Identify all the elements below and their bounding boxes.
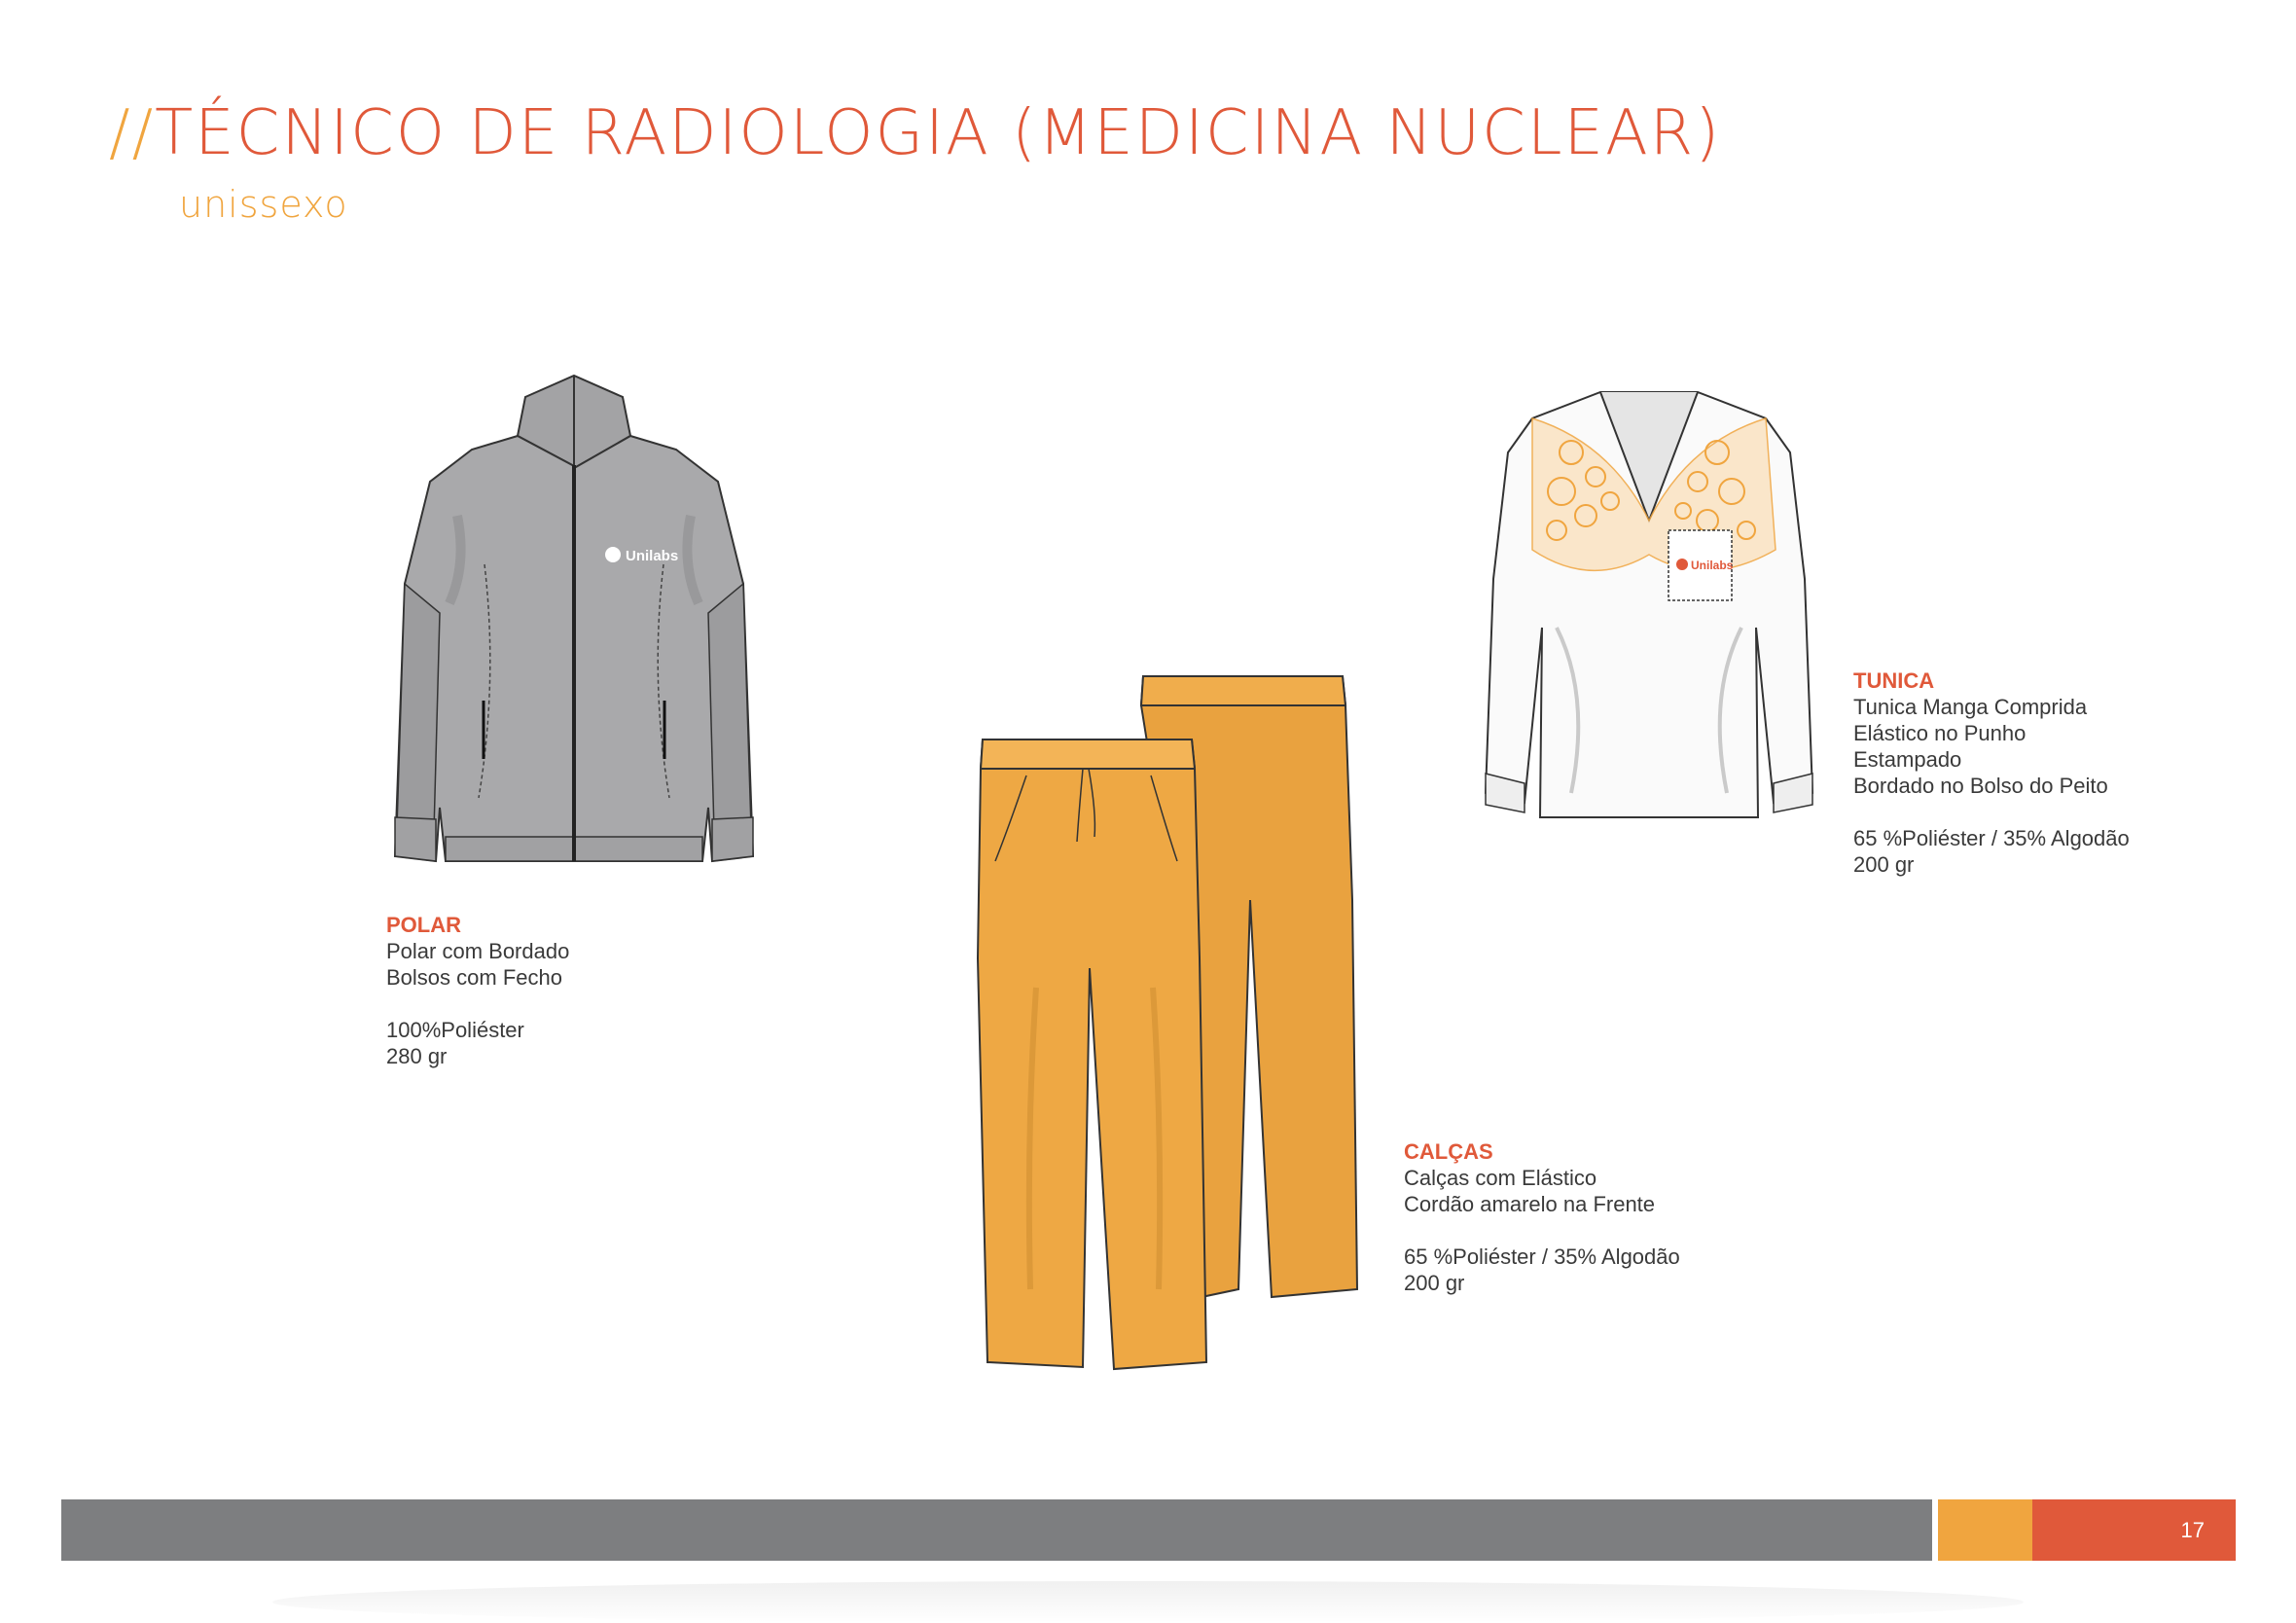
- spec-polar-weight: 280 gr: [386, 1044, 448, 1068]
- spec-calcas-name: CALÇAS: [1404, 1139, 1493, 1164]
- spec-tunica-name: TUNICA: [1853, 668, 1935, 693]
- spec-polar-composition: 100%Poliéster: [386, 1018, 524, 1042]
- page-number: 17: [2180, 1517, 2205, 1542]
- pants-icon: [968, 667, 1377, 1377]
- spec-calcas-weight: 200 gr: [1404, 1271, 1465, 1295]
- tunic-icon: [1464, 384, 1834, 842]
- spec-tunica-line-2: Elástico no Punho: [1853, 721, 2027, 745]
- spec-calcas-composition: 65 %Poliéster / 35% Algodão: [1404, 1244, 1680, 1269]
- title-text: TÉCNICO DE RADIOLOGIA (MEDICINA NUCLEAR): [155, 97, 1722, 169]
- spec-tunica-line-3: Estampado: [1853, 747, 1962, 772]
- spec-tunica-weight: 200 gr: [1853, 852, 1915, 877]
- spec-tunica-line-1: Tunica Manga Comprida: [1853, 695, 2088, 719]
- spec-polar-line-1: Polar com Bordado: [386, 939, 570, 963]
- footer-bar-gray: [61, 1499, 1932, 1561]
- spec-polar-name: POLAR: [386, 913, 461, 937]
- fleece-jacket-icon: [389, 370, 759, 885]
- title-prefix: //: [109, 97, 156, 169]
- spec-tunica-line-4: Bordado no Bolso do Peito: [1853, 774, 2108, 798]
- footer-bar-orange: [1938, 1499, 2032, 1561]
- spec-calcas-line-2: Cordão amarelo na Frente: [1404, 1192, 1656, 1216]
- footer-bar-red: [2032, 1499, 2236, 1561]
- spec-tunica: [1853, 667, 2130, 878]
- spec-polar-line-2: Bolsos com Fecho: [386, 965, 562, 990]
- page-title: [109, 97, 1721, 169]
- tunic-logo-text: Unilabs: [1691, 559, 1734, 572]
- spec-calcas: [1404, 1138, 1680, 1296]
- page-subtitle: unissexo: [179, 183, 348, 226]
- spec-calcas-line-1: Calças com Elástico: [1404, 1166, 1597, 1190]
- spec-tunica-composition: 65 %Poliéster / 35% Algodão: [1853, 826, 2130, 850]
- spec-polar: [386, 912, 569, 1069]
- page-shadow: [272, 1581, 2024, 1623]
- jacket-logo-text: Unilabs: [626, 548, 679, 564]
